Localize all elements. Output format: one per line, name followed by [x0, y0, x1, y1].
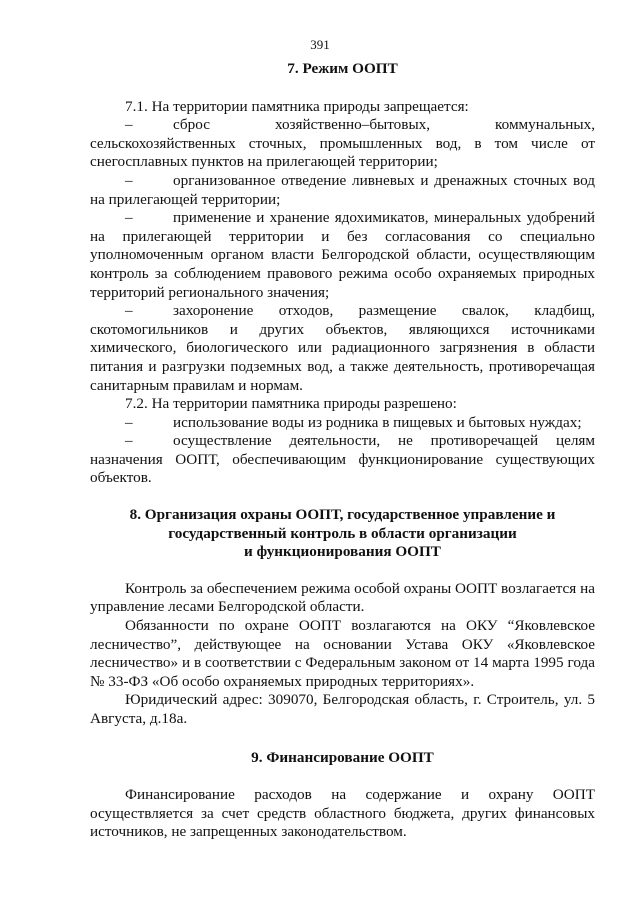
- section-8-title: 8. Организация охраны ООПТ, государственное управление и государственный контроль в области организации и функционирования ООПТ: [129, 506, 556, 561]
- section-8-paragraph: Контроль за обеспечением режима особой охраны ООПТ возлагается на управление лесами Белгородской области.: [90, 579, 595, 616]
- dash-marker: –: [125, 432, 133, 450]
- dash-marker: –: [125, 209, 133, 227]
- dash-marker: –: [125, 302, 133, 320]
- section-9-title: 9. Финансирование ООПТ: [251, 748, 434, 766]
- list-item-permitted: – осуществление деятельности, не противоречащей целям назначения ООПТ, обеспечивающим функционирование существующих объектов.: [90, 432, 595, 487]
- section-7-title: 7. Режим ООПТ: [287, 60, 398, 77]
- dash-marker: –: [125, 116, 133, 134]
- list-item-prohibited: – сброс хозяйственно–бытовых, коммунальных, сельскохозяйственных сточных, промышленных вод, в том числе от снегосплавных пунктов на прилегающей территории;: [90, 116, 595, 171]
- page-number: 391: [310, 37, 330, 52]
- page-content: [90, 60, 595, 842]
- list-item-prohibited: – захоронение отходов, размещение свалок, кладбищ, скотомогильников и других объектов, являющихся источниками химического, биологического или радиационного загрязнения в области питания и разгрузки подземных вод, а также деятельность, противоречащая санитарным правилам и нормам.: [90, 302, 595, 394]
- paragraph-7-2: 7.2. На территории памятника природы разрешено:: [125, 395, 457, 413]
- list-item-permitted: – использование воды из родника в пищевых и бытовых нуждах;: [125, 413, 582, 431]
- list-item-prohibited: – применение и хранение ядохимикатов, минеральных удобрений на прилегающей территории и без согласования со специально уполномоченным органом власти Белгородской области, осуществляющим контроль за соблюдением правового режима особо охраняемых природных территорий регионального значения;: [90, 209, 595, 301]
- section-8-paragraph: Обязанности по охране ООПТ возлагаются на ОКУ “Яковлевское лесничество”, действующее на основании Устава ОКУ «Яковлевское лесничество» и в соответствии с Федеральным законом от 14 марта 1995 года № 33-ФЗ «Об особо охраняемых природных территориях».: [90, 617, 595, 690]
- dash-marker: –: [125, 413, 133, 431]
- section-9-paragraph: Финансирование расходов на содержание и охрану ООПТ осуществляется за счет средств областного бюджета, других финансовых источников, не запрещенных законодательством.: [90, 786, 595, 841]
- dash-marker: –: [125, 171, 133, 189]
- paragraph-7-1: 7.1. На территории памятника природы запрещается:: [125, 97, 469, 115]
- section-8-paragraph: Юридический адрес: 309070, Белгородская область, г. Строитель, ул. 5 Августа, д.18а.: [90, 691, 595, 727]
- list-item-prohibited: – организованное отведение ливневых и дренажных сточных вод на прилегающей территории;: [90, 171, 595, 208]
